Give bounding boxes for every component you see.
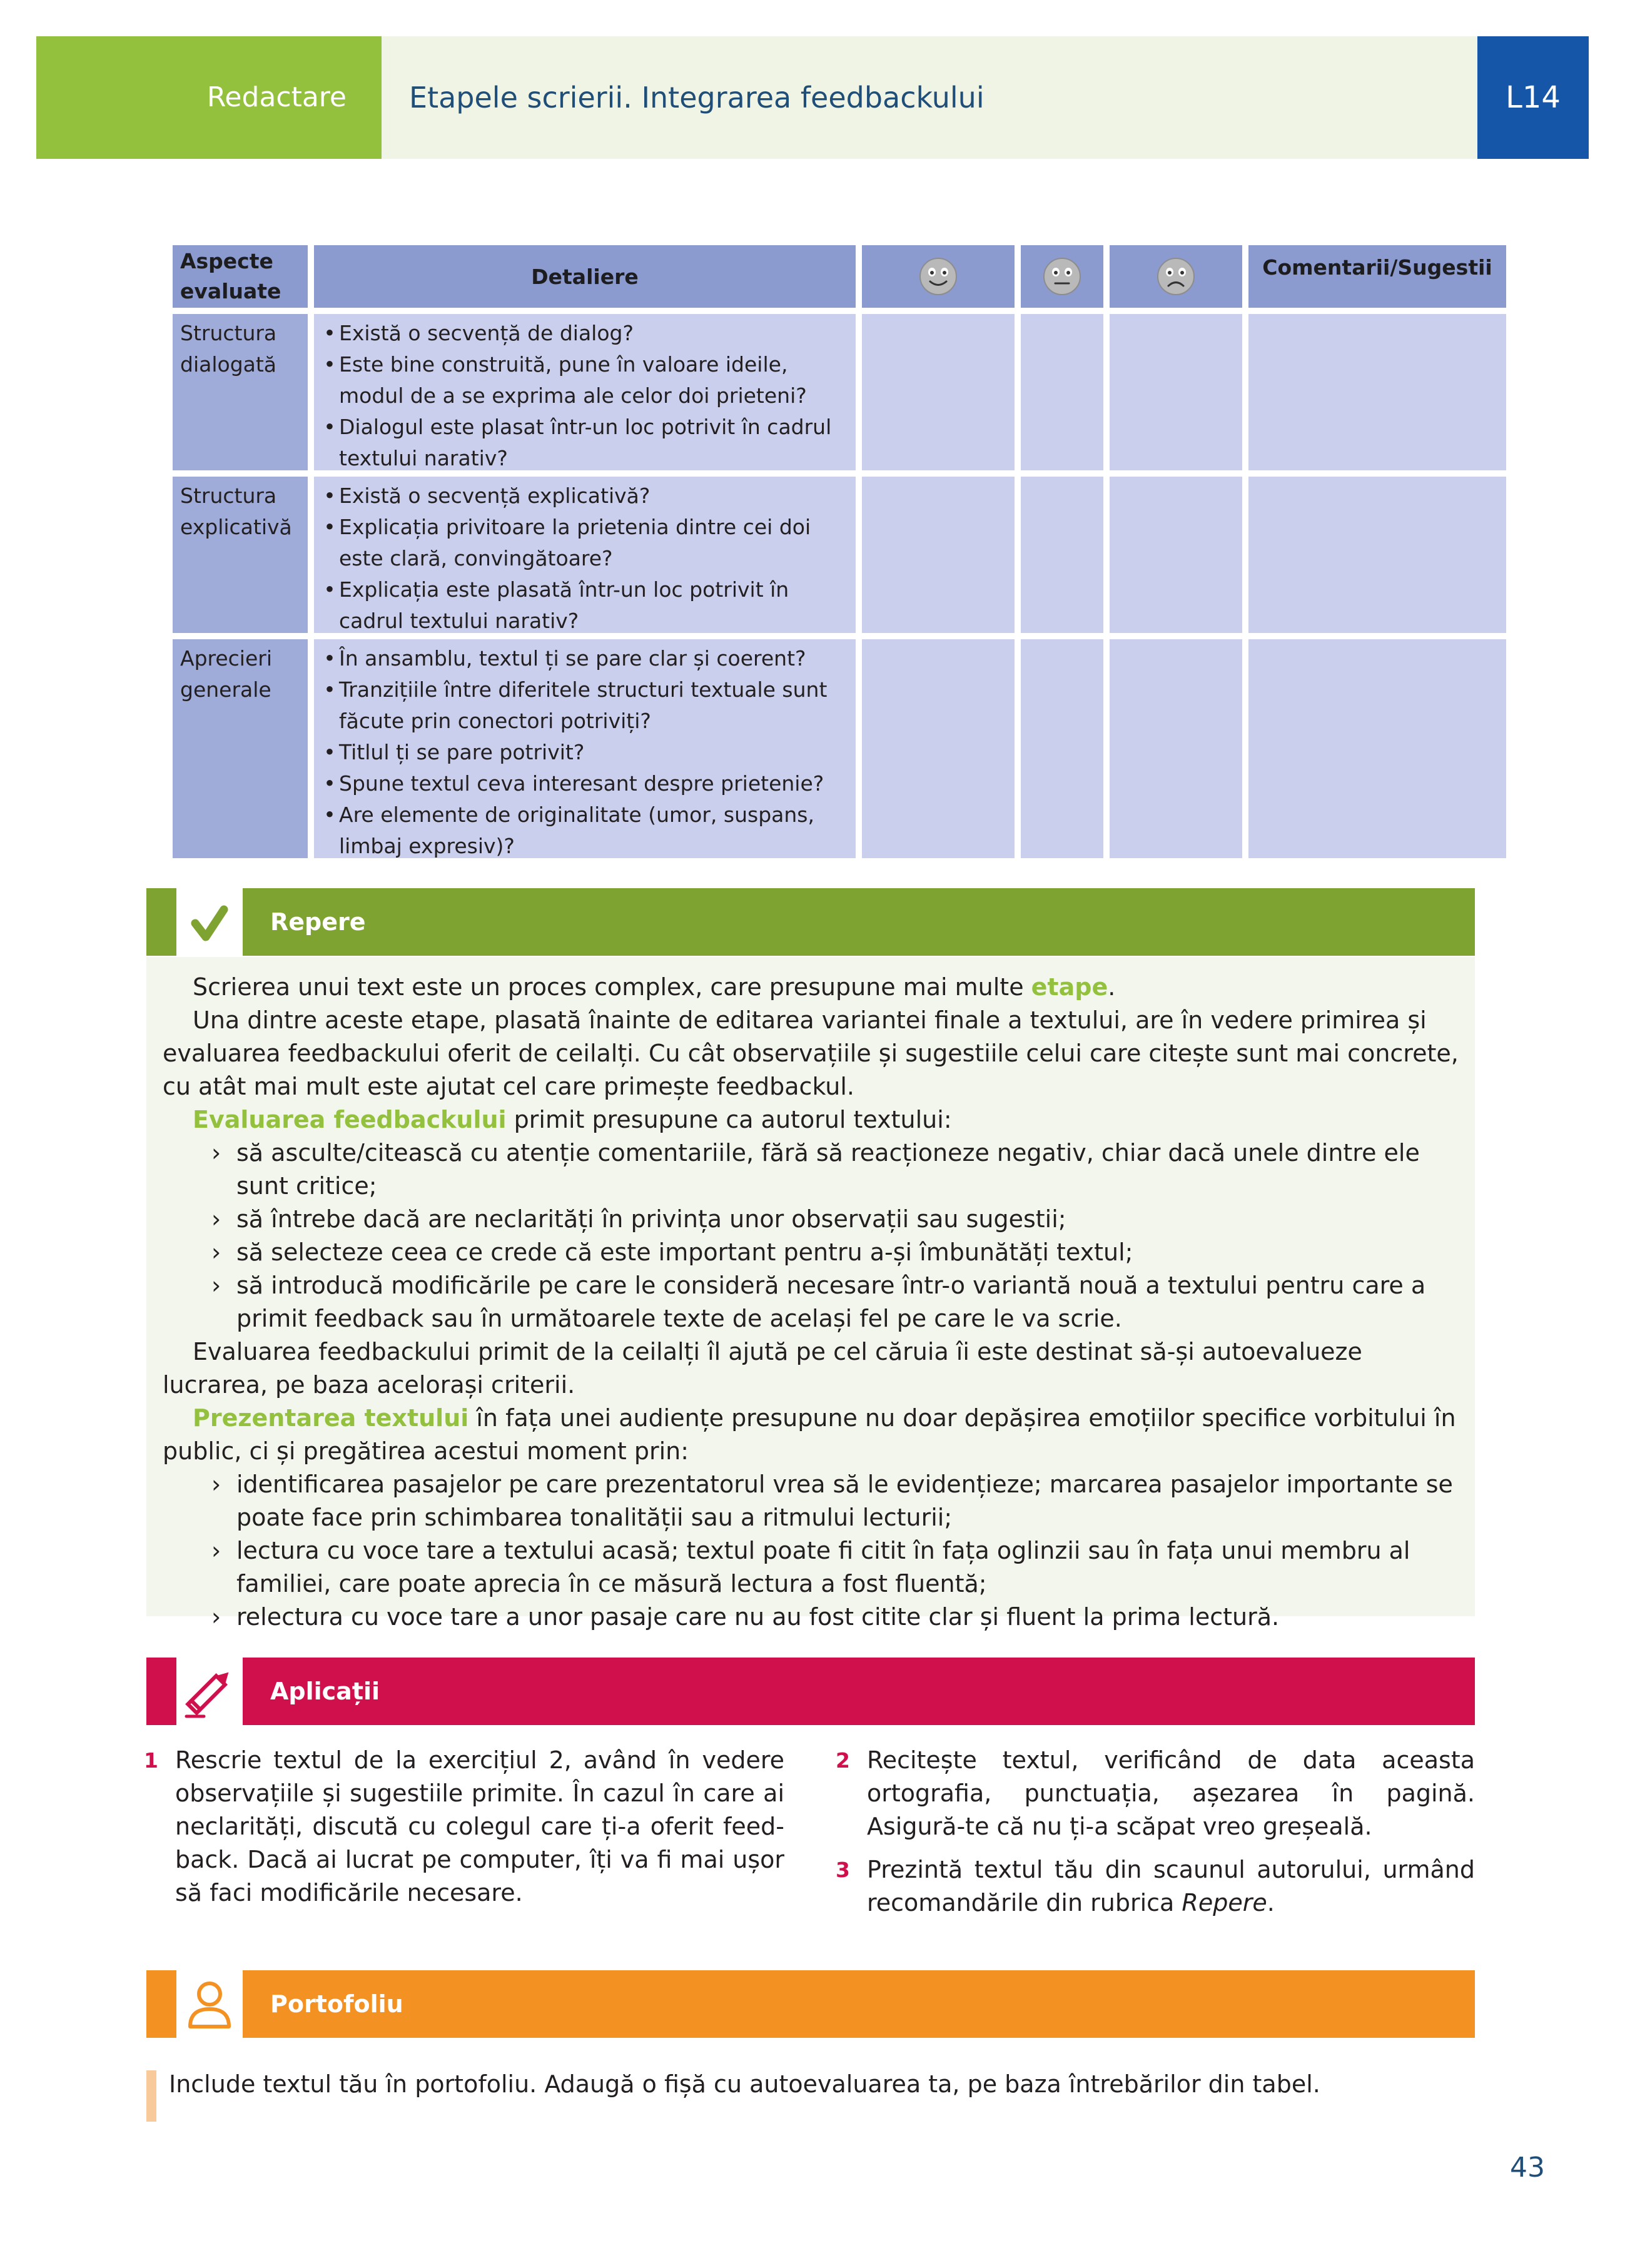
repere-paragraph: Una dintre aceste etape, plasată înainte de editarea variantei finale a textului, are în vedere primirea și evaluarea feedbackului oferit de ceilalți. Cu cât observațiile și sugestiile celui care citește sunt mai concrete, cu atât mai mult este ajutat cel care primește feedbackul. xyxy=(163,1006,1459,1100)
pencil-icon xyxy=(176,1658,243,1725)
happy-face-icon xyxy=(918,256,958,296)
detail-item: • În ansamblu, textul ți se pare clar și coerent? xyxy=(320,643,849,674)
row-detail xyxy=(314,314,856,470)
rating-cell[interactable] xyxy=(1110,314,1242,470)
detail-item: • Explicația este plasată într-un loc potrivit în cadrul textului narativ? xyxy=(320,574,849,637)
list-item: › relectura cu voce tare a unor pasaje care nu au fost citite clar și fluent la prima lectură. xyxy=(163,1601,1460,1634)
rating-cell[interactable] xyxy=(862,639,1015,858)
comments-cell[interactable] xyxy=(1248,477,1506,633)
exercise-item: 2 Recitește textul, verificând de data aceasta ortografia, punctuația, așezarea în pagină. Asigură-te că nu ți-a scăpat vreo greșeală. xyxy=(836,1744,1475,1843)
repere-header xyxy=(146,888,1475,956)
detail-item: • Explicația privitoare la prietenia dintre cei doi este clară, convingătoare? xyxy=(320,512,849,574)
row-aspect: Structura explicativă xyxy=(173,477,308,633)
exercise-item: 1 Rescrie textul de la exercițiul 2, având în vedere observațiile și sugestiile primite. În cazul în care ai neclarități, discută cu colegul care ți-a oferit feed-back. Dacă ai lucrat pe computer, îți va fi mai ușor să faci modificările necesare. xyxy=(144,1744,784,1910)
lesson-badge: L14 xyxy=(1477,36,1589,159)
header-aspect: Aspecte evaluate xyxy=(173,245,308,308)
repere-body xyxy=(146,957,1475,1631)
page-number: 43 xyxy=(1510,2152,1545,2184)
chevron-right-icon: › xyxy=(211,1272,221,1299)
chevron-right-icon: › xyxy=(211,1139,221,1167)
rating-cell[interactable] xyxy=(862,314,1015,470)
row-detail xyxy=(314,477,856,633)
exercise-number: 2 xyxy=(836,1748,850,1773)
highlight-term: etape xyxy=(1031,973,1108,1001)
rating-cell[interactable] xyxy=(1021,639,1103,858)
highlight-term: Evaluarea feedbackului xyxy=(193,1106,507,1133)
detail-item: • Există o secvență de dialog? xyxy=(320,318,849,349)
comments-cell[interactable] xyxy=(1248,314,1506,470)
list-item: › să introducă modificările pe care le consideră necesare într-o variantă nouă a textului pentru care a primit feedback sau în următoarele texte de același fel pe care le va scrie. xyxy=(163,1269,1460,1335)
repere-paragraph: Scrierea unui text este un proces complex, care presupune mai multe etape. xyxy=(193,973,1116,1001)
repere-paragraph: Evaluarea feedbackului primit de la ceilalți îl ajută pe cel căruia îi este destinat să-și autoevalueze lucrarea, pe baza acelorași criterii. xyxy=(163,1338,1362,1399)
portofoliu-header xyxy=(146,1970,1475,2038)
rating-cell[interactable] xyxy=(1110,477,1242,633)
header-comments: Comentarii/Sugestii xyxy=(1248,245,1506,308)
chevron-right-icon: › xyxy=(211,1205,221,1233)
repere-paragraph: Evaluarea feedbackului primit presupune ca autorul textului: xyxy=(193,1106,952,1133)
section-label: Redactare xyxy=(36,36,382,159)
exercise-number: 1 xyxy=(144,1748,158,1773)
portofoliu-title: Portofoliu xyxy=(243,1970,1475,2038)
comments-cell[interactable] xyxy=(1248,639,1506,858)
detail-item: • Dialogul este plasat într-un loc potrivit în cadrul textului narativ? xyxy=(320,412,849,474)
evaluation-table xyxy=(173,245,1492,858)
exercises-right xyxy=(836,1744,1475,1930)
rating-cell[interactable] xyxy=(1021,314,1103,470)
detail-item: • Are elemente de originalitate (umor, suspans, limbaj expresiv)? xyxy=(320,799,849,862)
exercises-left xyxy=(144,1744,784,1920)
aplicatii-title: Aplicații xyxy=(243,1658,1475,1725)
list-item: › identificarea pasajelor pe care prezentatorul vrea să le evidențieze; marcarea pasajelor importante se poate face prin schimbarea tonalității sau a ritmului lecturii; xyxy=(163,1468,1460,1534)
chevron-right-icon: › xyxy=(211,1537,221,1564)
portfolio-text: Include textul tău în portofoliu. Adaugă o fișă cu autoevaluarea ta, pe baza întrebărilor din tabel. xyxy=(169,2070,1320,2098)
detail-item: • Este bine construită, pune în valoare ideile, modul de a se exprima ale celor doi prieteni? xyxy=(320,349,849,412)
exercise-number: 3 xyxy=(836,1858,850,1882)
chevron-right-icon: › xyxy=(211,1603,221,1631)
chevron-right-icon: › xyxy=(211,1238,221,1266)
row-aspect: Aprecieri generale xyxy=(173,639,308,858)
detail-item: • Spune textul ceva interesant despre prietenie? xyxy=(320,768,849,799)
detail-item: • Titlul ți se pare potrivit? xyxy=(320,737,849,768)
list-item: › să selecteze ceea ce crede că este important pentru a-și îmbunătăți textul; xyxy=(163,1236,1460,1269)
sad-face-icon xyxy=(1156,256,1196,296)
detail-item: • Tranzițiile între diferitele structuri textuale sunt făcute prin conectori potriviți? xyxy=(320,674,849,737)
header-detail: Detaliere xyxy=(314,245,856,308)
row-detail xyxy=(314,639,856,858)
list-item: › lectura cu voce tare a textului acasă; textul poate fi citit în fața oglinzii sau în fața unui membru al familiei, care poate aprecia în ce măsură lectura a fost fluentă; xyxy=(163,1534,1460,1601)
row-aspect: Structura dialogată xyxy=(173,314,308,470)
page-title: Etapele scrierii. Integrarea feedbackului xyxy=(382,36,1477,159)
rating-cell[interactable] xyxy=(1110,639,1242,858)
repere-paragraph: Prezentarea textului în fața unei audiențe presupune nu doar depășirea emoțiilor specifice vorbitului în public, ci și pregătirea acestui moment prin: xyxy=(163,1404,1456,1465)
page-header xyxy=(36,36,1589,159)
header-happy xyxy=(862,245,1015,308)
header-sad xyxy=(1110,245,1242,308)
portfolio-accent xyxy=(146,2070,156,2122)
rating-cell[interactable] xyxy=(1021,477,1103,633)
neutral-face-icon xyxy=(1042,256,1082,296)
list-item: › să întrebe dacă are neclarități în privința unor observații sau sugestii; xyxy=(163,1203,1460,1236)
header-neutral xyxy=(1021,245,1103,308)
aplicatii-header xyxy=(146,1658,1475,1725)
chevron-right-icon: › xyxy=(211,1471,221,1498)
repere-title: Repere xyxy=(243,888,1475,956)
rating-cell[interactable] xyxy=(862,477,1015,633)
exercise-item: 3 Prezintă textul tău din scaunul autorului, urmând recomandările din rubrica Repere. xyxy=(836,1853,1475,1920)
check-icon xyxy=(176,888,243,956)
highlight-term: Prezentarea textului xyxy=(193,1404,469,1432)
detail-item: • Există o secvență explicativă? xyxy=(320,480,849,512)
person-icon xyxy=(176,1970,243,2038)
list-item: › să asculte/citească cu atenție comentariile, fără să reacționeze negativ, chiar dacă unele dintre ele sunt critice; xyxy=(163,1137,1460,1203)
